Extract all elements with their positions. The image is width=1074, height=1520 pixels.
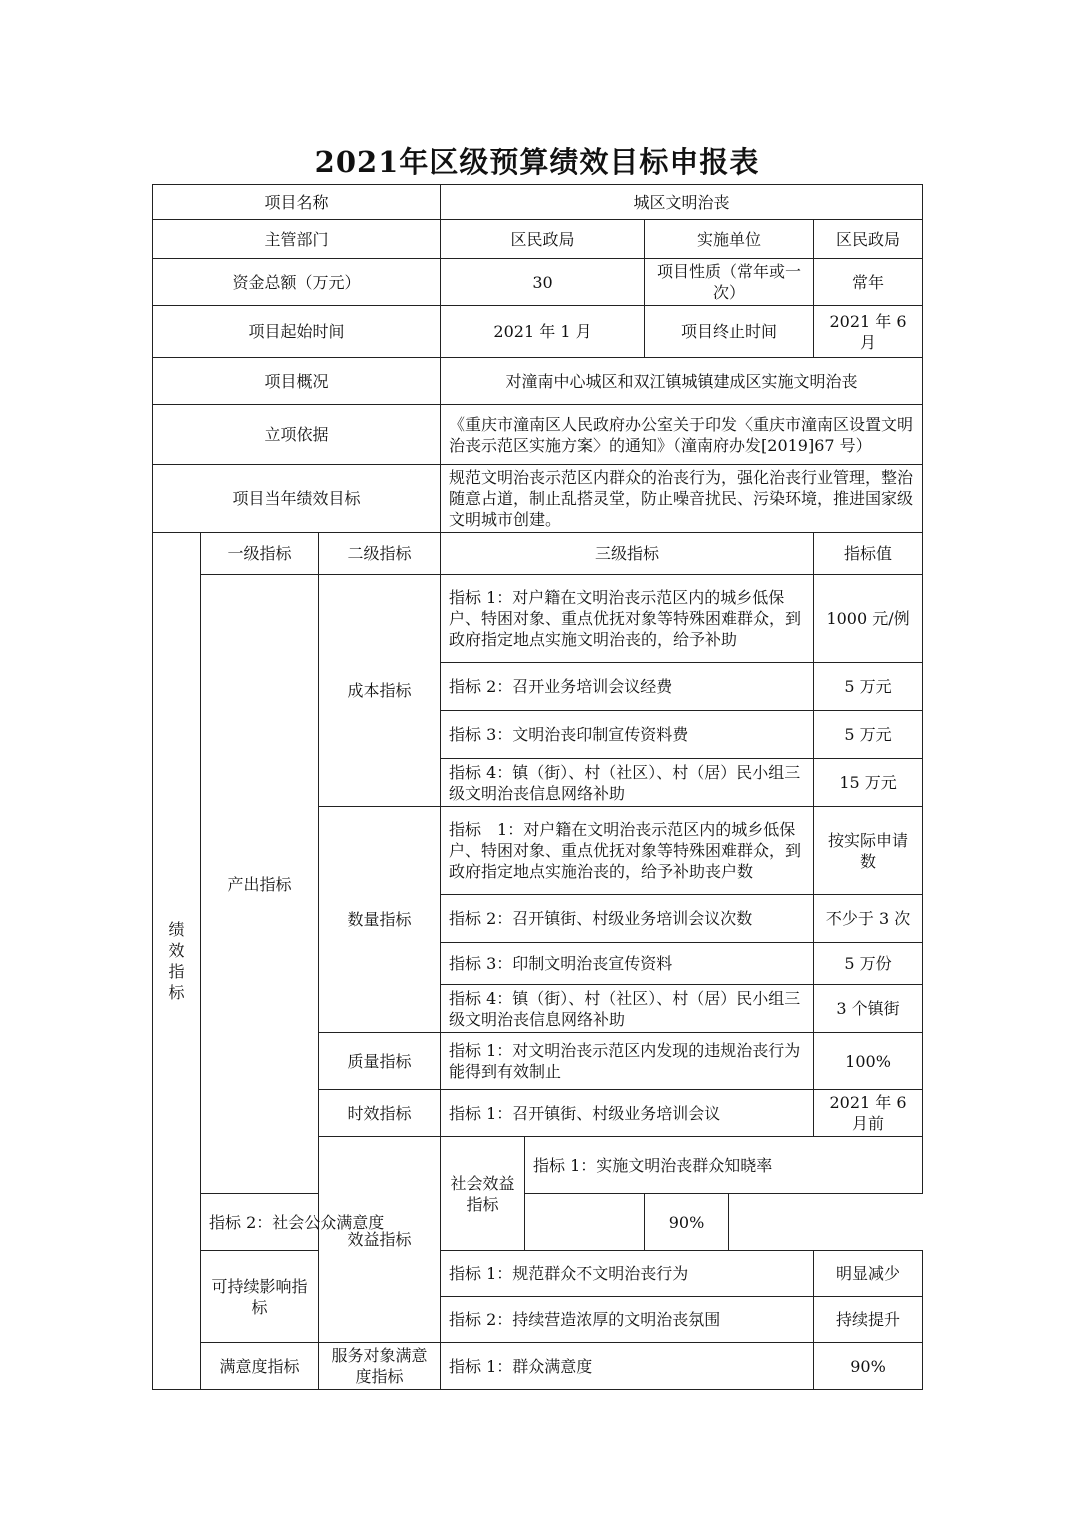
social-item-2: 指标 2：社会公众满意度 (201, 1194, 645, 1251)
header-level1: 一级指标 (201, 533, 319, 575)
time-indicator: 时效指标 (319, 1090, 441, 1137)
end-label: 项目终止时间 (645, 306, 814, 358)
sustain-item-2-value: 持续提升 (814, 1297, 923, 1343)
header-value: 指标值 (814, 533, 923, 575)
page-title: 2021年区级预算绩效目标申报表 (314, 145, 760, 179)
qty-item-2-value: 不少于 3 次 (814, 895, 923, 943)
qty-item-3: 指标 3：印制文明治丧宣传资料 (441, 943, 814, 985)
social-item-1: 指标 1：实施文明治丧群众知晓率 (525, 1137, 923, 1194)
basis-label: 立项依据 (153, 405, 441, 465)
qty-item-4: 指标 4：镇（街）、村（社区）、村（居）民小组三级文明治丧信息网络补助 (441, 985, 814, 1033)
dept-value: 区民政局 (441, 220, 645, 259)
output-indicator: 产出指标 (201, 575, 319, 1194)
social-item-2-value: 90% (645, 1194, 729, 1251)
quality-item-1: 指标 1：对文明治丧示范区内发现的违规治丧行为能得到有效制止 (441, 1033, 814, 1090)
perf-section-label (153, 533, 201, 1390)
project-name-label: 项目名称 (153, 185, 441, 220)
end-value: 2021 年 6 月 (814, 306, 923, 358)
nature-label: 项目性质（常年或一次） (645, 259, 814, 306)
overview-value: 对潼南中心城区和双江镇城镇建成区实施文明治丧 (441, 358, 923, 405)
qty-item-3-value: 5 万份 (814, 943, 923, 985)
benefit-indicator: 效益指标 (319, 1137, 441, 1343)
satisfaction-sub-indicator: 服务对象满意度指标 (319, 1343, 441, 1390)
fund-value: 30 (441, 259, 645, 306)
impl-label: 实施单位 (645, 220, 814, 259)
cost-item-3: 指标 3：文明治丧印制宣传资料费 (441, 711, 814, 759)
overview-label: 项目概况 (153, 358, 441, 405)
goal-value: 规范文明治丧示范区内群众的治丧行为，强化治丧行业管理，整治随意占道，制止乱搭灵堂，防止噪音扰民、污染环境，推进国家级文明城市创建。 (441, 465, 923, 533)
main-table (152, 184, 923, 1390)
start-label: 项目起始时间 (153, 306, 441, 358)
cost-item-4-value: 15 万元 (814, 759, 923, 807)
social-indicator: 社会效益指标 (441, 1137, 525, 1251)
cost-indicator: 成本指标 (319, 575, 441, 807)
quantity-indicator: 数量指标 (319, 807, 441, 1033)
impl-value: 区民政局 (814, 220, 923, 259)
qty-item-2: 指标 2：召开镇街、村级业务培训会议次数 (441, 895, 814, 943)
cost-item-2: 指标 2：召开业务培训会议经费 (441, 663, 814, 711)
qty-item-1: 指标 1：对户籍在文明治丧示范区内的城乡低保户、特困对象、重点优抚对象等特殊困难群众，到政府指定地点实施治丧的，给予补助丧户数 (441, 807, 814, 895)
cost-item-1: 指标 1：对户籍在文明治丧示范区内的城乡低保户、特困对象、重点优抚对象等特殊困难群众，到政府指定地点实施文明治丧的，给予补助 (441, 575, 814, 663)
header-level3: 三级指标 (441, 533, 814, 575)
sustain-item-2: 指标 2：持续营造浓厚的文明治丧氛围 (441, 1297, 814, 1343)
satisfaction-item-1-value: 90% (814, 1343, 923, 1390)
nature-value: 常年 (814, 259, 923, 306)
sustain-item-1-value: 明显减少 (814, 1251, 923, 1297)
sustain-indicator: 可持续影响指标 (201, 1251, 319, 1343)
basis-value: 《重庆市潼南区人民政府办公室关于印发〈重庆市潼南区设置文明治丧示范区实施方案〉的通知》（潼南府办发[2019]67 号） (441, 405, 923, 465)
sustain-item-1: 指标 1：规范群众不文明治丧行为 (441, 1251, 814, 1297)
cost-item-2-value: 5 万元 (814, 663, 923, 711)
fund-label: 资金总额（万元） (153, 259, 441, 306)
quality-indicator: 质量指标 (319, 1033, 441, 1090)
qty-item-1-value: 按实际申请数 (814, 807, 923, 895)
cost-item-1-value: 1000 元/例 (814, 575, 923, 663)
perf-section-text: 绩效指标 (168, 920, 185, 1002)
start-value: 2021 年 1 月 (441, 306, 645, 358)
project-name-value: 城区文明治丧 (441, 185, 923, 220)
cost-item-3-value: 5 万元 (814, 711, 923, 759)
cost-item-4: 指标 4：镇（街）、村（社区）、村（居）民小组三级文明治丧信息网络补助 (441, 759, 814, 807)
satisfaction-item-1: 指标 1：群众满意度 (441, 1343, 814, 1390)
satisfaction-indicator: 满意度指标 (201, 1343, 319, 1390)
dept-label: 主管部门 (153, 220, 441, 259)
time-item-1-value: 2021 年 6 月前 (814, 1090, 923, 1137)
header-level2: 二级指标 (319, 533, 441, 575)
time-item-1: 指标 1：召开镇街、村级业务培训会议 (441, 1090, 814, 1137)
qty-item-4-value: 3 个镇街 (814, 985, 923, 1033)
goal-label: 项目当年绩效目标 (153, 465, 441, 533)
quality-item-1-value: 100% (814, 1033, 923, 1090)
